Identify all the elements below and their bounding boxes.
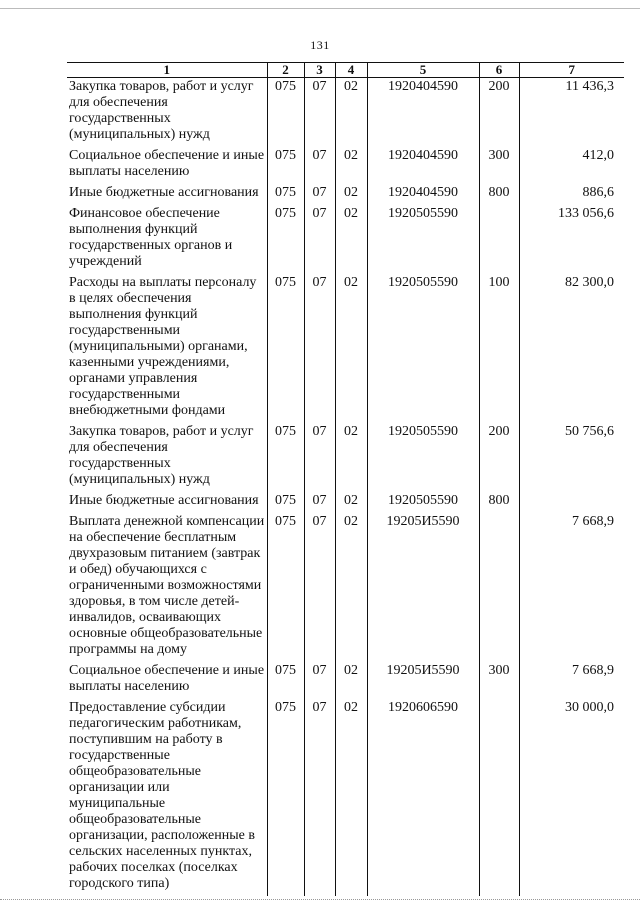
table-row xyxy=(67,205,624,274)
amount: 7 668,9 xyxy=(519,513,624,662)
row-name: Выплата денежной компенсации на обеспечение бесплатным двухразовым питанием (завтрак и обед) обучающихся с ограниченными возможностями здоровья, в том числе детей-инвалидов, осваивающих основные общеобразовательные программы на дому xyxy=(69,514,265,657)
table-header-row xyxy=(67,63,624,78)
ministry-code: 075 xyxy=(267,699,304,896)
ministry-code: 075 xyxy=(267,492,304,513)
amount: 412,0 xyxy=(519,147,624,184)
section-code: 07 xyxy=(304,147,335,184)
row-name: Иные бюджетные ассигнования xyxy=(69,493,259,508)
subsection-code: 02 xyxy=(335,513,367,662)
subsection-code: 02 xyxy=(335,78,367,148)
amount: 30 000,0 xyxy=(519,699,624,896)
table-row xyxy=(67,274,624,423)
row-name: Закупка товаров, работ и услуг для обеспечения государственных (муниципальных) нужд xyxy=(69,79,254,142)
subsection-code: 02 xyxy=(335,699,367,896)
header-cell: 5 xyxy=(367,63,479,78)
target-article: 1920505590 xyxy=(367,492,479,513)
table-row xyxy=(67,699,624,896)
expense-type: 200 xyxy=(479,78,519,148)
amount: 7 668,9 xyxy=(519,662,624,699)
expense-type: 800 xyxy=(479,492,519,513)
section-code: 07 xyxy=(304,78,335,148)
amount: 133 056,6 xyxy=(519,205,624,274)
section-code: 07 xyxy=(304,274,335,423)
target-article: 1920606590 xyxy=(367,699,479,896)
ministry-code: 075 xyxy=(267,78,304,148)
ministry-code: 075 xyxy=(267,662,304,699)
ministry-code: 075 xyxy=(267,147,304,184)
expense-type xyxy=(479,699,519,896)
row-name: Закупка товаров, работ и услуг для обеспечения государственных (муниципальных) нужд xyxy=(69,424,254,487)
header-cell: 6 xyxy=(479,63,519,78)
row-name: Финансовое обеспечение выполнения функций государственных органов и учреждений xyxy=(69,206,233,269)
subsection-code: 02 xyxy=(335,147,367,184)
section-code: 07 xyxy=(304,699,335,896)
expense-type: 200 xyxy=(479,423,519,492)
table-row xyxy=(67,492,624,513)
expense-type: 100 xyxy=(479,274,519,423)
section-code: 07 xyxy=(304,513,335,662)
ministry-code: 075 xyxy=(267,274,304,423)
row-name: Предоставление субсидии педагогическим работникам, поступившим на работу в государственные общеобразовательные организации или муниципальные общеобразовательные организации, расположенные в сельских населенных пунктах, рабочих поселках (поселках городского типа) xyxy=(69,700,255,891)
amount: 50 756,6 xyxy=(519,423,624,492)
subsection-code: 02 xyxy=(335,662,367,699)
table-row xyxy=(67,184,624,205)
target-article: 1920404590 xyxy=(367,147,479,184)
ministry-code: 075 xyxy=(267,513,304,662)
subsection-code: 02 xyxy=(335,492,367,513)
expense-type: 300 xyxy=(479,662,519,699)
amount xyxy=(519,492,624,513)
expense-type: 300 xyxy=(479,147,519,184)
page-number: 131 xyxy=(310,38,330,52)
subsection-code: 02 xyxy=(335,184,367,205)
scan-edge-bottom xyxy=(0,899,640,901)
table-row xyxy=(67,423,624,492)
expense-type: 800 xyxy=(479,184,519,205)
budget-table xyxy=(67,62,624,896)
target-article: 1920404590 xyxy=(367,78,479,148)
subsection-code: 02 xyxy=(335,423,367,492)
target-article: 1920505590 xyxy=(367,423,479,492)
table-row xyxy=(67,662,624,699)
scan-edge-top xyxy=(0,8,640,9)
row-name: Расходы на выплаты персоналу в целях обеспечения выполнения функций государственными (муниципальными) органами, казенными учреждениями, органами управления государственными внебюджетными фондами xyxy=(69,275,257,418)
target-article: 19205И5590 xyxy=(367,513,479,662)
amount: 82 300,0 xyxy=(519,274,624,423)
section-code: 07 xyxy=(304,184,335,205)
header-cell: 2 xyxy=(267,63,304,78)
ministry-code: 075 xyxy=(267,184,304,205)
row-name: Иные бюджетные ассигнования xyxy=(69,185,259,200)
target-article: 1920505590 xyxy=(367,205,479,274)
expense-type xyxy=(479,205,519,274)
subsection-code: 02 xyxy=(335,274,367,423)
target-article: 1920505590 xyxy=(367,274,479,423)
header-cell: 3 xyxy=(304,63,335,78)
section-code: 07 xyxy=(304,662,335,699)
row-name: Социальное обеспечение и иные выплаты населению xyxy=(69,148,265,179)
section-code: 07 xyxy=(304,205,335,274)
table-row xyxy=(67,78,624,148)
target-article: 19205И5590 xyxy=(367,662,479,699)
expense-type xyxy=(479,513,519,662)
ministry-code: 075 xyxy=(267,205,304,274)
ministry-code: 075 xyxy=(267,423,304,492)
table-row xyxy=(67,513,624,662)
amount: 886,6 xyxy=(519,184,624,205)
amount: 11 436,3 xyxy=(519,78,624,148)
subsection-code: 02 xyxy=(335,205,367,274)
row-name: Социальное обеспечение и иные выплаты населению xyxy=(69,663,265,694)
table-row xyxy=(67,147,624,184)
header-cell: 7 xyxy=(519,63,624,78)
section-code: 07 xyxy=(304,423,335,492)
header-cell: 1 xyxy=(67,63,267,78)
header-cell: 4 xyxy=(335,63,367,78)
target-article: 1920404590 xyxy=(367,184,479,205)
section-code: 07 xyxy=(304,492,335,513)
